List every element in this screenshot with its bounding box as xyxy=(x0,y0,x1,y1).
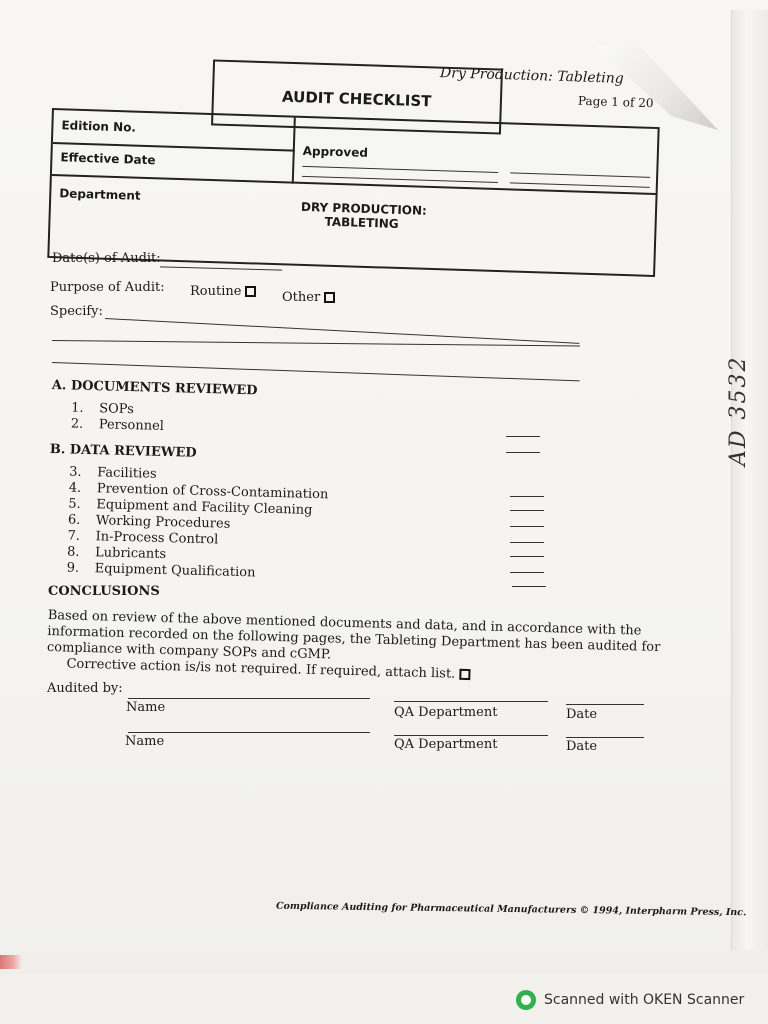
effective-date-label: Effective Date xyxy=(60,150,156,168)
conclusions-heading: CONCLUSIONS xyxy=(48,584,160,599)
copyright-footer: Compliance Auditing for Pharmaceutical Manufacturers © 1994, Interpharm Press, Inc. xyxy=(275,900,747,919)
purpose-label: Purpose of Audit: xyxy=(50,280,165,295)
section-a-heading: A. DOCUMENTS REVIEWED xyxy=(51,378,258,399)
page-number: Page 1 of 20 xyxy=(577,93,654,111)
handwritten-number: AD 3532 xyxy=(726,355,751,466)
item-number: 8. xyxy=(66,544,80,560)
audited-by-label: Audited by: xyxy=(47,681,123,696)
auditor-name-line-2[interactable] xyxy=(128,732,370,733)
qa-line-2[interactable] xyxy=(394,735,548,736)
approved-label: Approved xyxy=(302,143,369,160)
date-label-1: Date xyxy=(566,707,598,722)
corrective-action-text: Corrective action is/is not required. If required, attach list. xyxy=(66,656,456,682)
item-number: 3. xyxy=(69,464,82,480)
department-value-line1: DRY PRODUCTION: xyxy=(300,199,428,218)
red-mark xyxy=(0,955,22,969)
routine-checkbox[interactable] xyxy=(245,286,256,297)
department-label: Department xyxy=(59,186,141,203)
routine-option[interactable] xyxy=(190,284,256,299)
date-line-2[interactable] xyxy=(566,737,644,738)
name-label-2: Name xyxy=(125,734,165,749)
section-b-item-facilities: Facilities xyxy=(97,465,157,482)
date-line-1[interactable] xyxy=(566,704,644,705)
conclusions-text: Based on review of the above mentioned documents and data, and in accordance with the information recorded on the following pages, the Tableting Department has been audited for compliance with company SOPs and cGMP. xyxy=(46,608,661,663)
auditor-name-line-1[interactable] xyxy=(128,698,370,699)
item-number: 7. xyxy=(67,528,81,544)
date-label-2: Date xyxy=(566,739,598,754)
item-number: 9. xyxy=(66,560,80,576)
qa-label-1: QA Department xyxy=(394,705,498,720)
edition-label: Edition No. xyxy=(61,118,137,135)
other-checkbox[interactable] xyxy=(324,292,335,303)
section-b-item-qualification: Equipment Qualification xyxy=(94,561,256,581)
qa-line-1[interactable] xyxy=(394,701,548,702)
dates-of-audit-label: Date(s) of Audit: xyxy=(52,251,161,266)
corrective-action-checkbox[interactable] xyxy=(459,669,470,680)
other-label: Other xyxy=(282,290,321,305)
section-b-heading: B. DATA REVIEWED xyxy=(49,442,197,461)
check-line-sops[interactable] xyxy=(506,436,540,437)
other-option[interactable] xyxy=(282,290,335,305)
check-line-facilities[interactable] xyxy=(510,496,544,497)
check-line-in-process[interactable] xyxy=(510,556,544,557)
check-line-qualification[interactable] xyxy=(512,586,546,587)
name-label-1: Name xyxy=(126,700,166,715)
qa-label-2: QA Department xyxy=(394,737,498,752)
check-line-cleaning[interactable] xyxy=(510,526,544,527)
section-a-item-personnel: Personnel xyxy=(98,417,165,434)
section-a-item-num: 2. xyxy=(70,416,84,432)
check-line-lubricants[interactable] xyxy=(510,572,544,573)
check-line-personnel[interactable] xyxy=(506,452,540,453)
scanner-label: Scanned with OKEN Scanner xyxy=(544,992,745,1008)
oken-logo-icon xyxy=(516,990,536,1010)
page-edge-stack xyxy=(731,10,768,950)
specify-label: Specify: xyxy=(50,304,103,319)
section-a-item-num: 1. xyxy=(71,400,84,416)
routine-label: Routine xyxy=(190,284,242,299)
section-a-item-sops: SOPs xyxy=(99,401,135,418)
item-number: 5. xyxy=(68,496,81,512)
section-b-item-in-process: In-Process Control xyxy=(95,529,219,548)
check-line-working-procedures[interactable] xyxy=(510,542,544,543)
document-category: Dry Production: Tableting xyxy=(439,65,624,87)
section-b-item-working-procedures: Working Procedures xyxy=(95,513,231,532)
department-value-line2: TABLETING xyxy=(324,214,399,231)
document-title: AUDIT CHECKLIST xyxy=(281,87,432,111)
section-b-item-cleaning: Equipment and Facility Cleaning xyxy=(96,497,313,518)
check-line-cross-contamination[interactable] xyxy=(510,510,544,511)
item-number: 6. xyxy=(67,512,81,528)
item-number: 4. xyxy=(68,480,82,496)
section-b-item-cross-contamination: Prevention of Cross-Contamination xyxy=(96,481,329,503)
section-b-item-lubricants: Lubricants xyxy=(94,545,167,563)
scanner-watermark xyxy=(516,990,744,1010)
